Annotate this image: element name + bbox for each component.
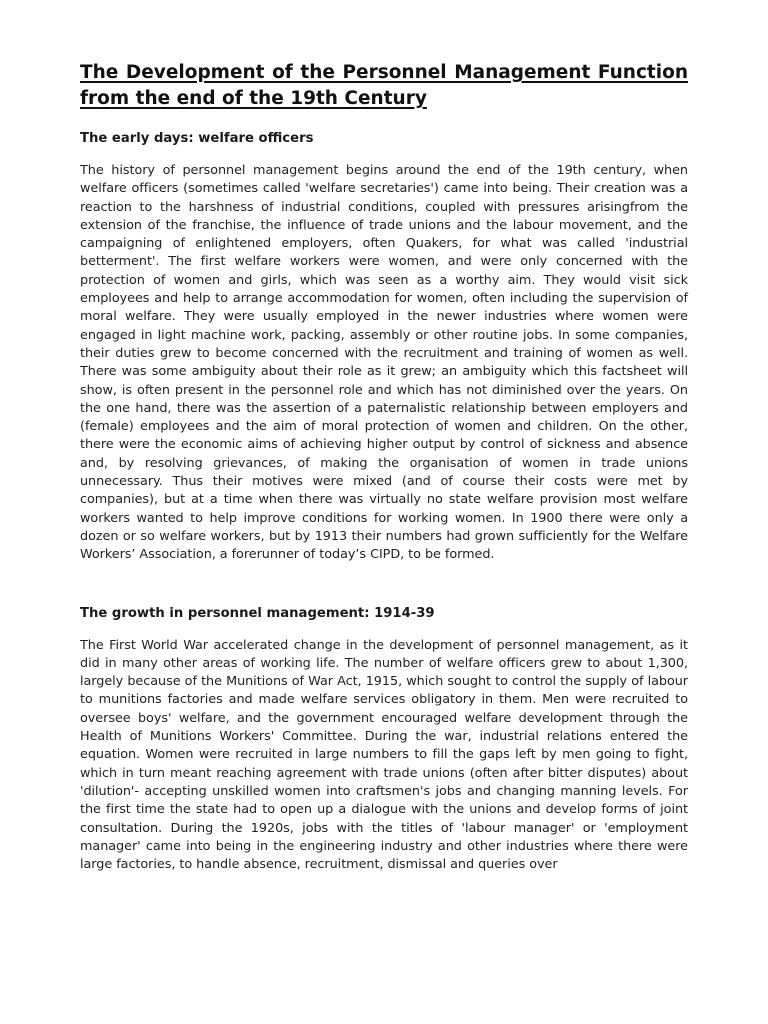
document-page bbox=[80, 60, 688, 874]
section-heading-early-days: The early days: welfare officers bbox=[80, 131, 314, 146]
section-body-growth: The First World War accelerated change in the development of personnel management, as it did in many other areas of working life. The number of welfare officers grew to about 1,300, largely because of the Munitions of War Act, 1915, which sought to control the supply of labour to munitions factories and made welfare services obligatory in them. Men were recruited to oversee boys' welfare, and the government encouraged welfare development through the Health of Munitions Workers' Committee. During the war, industrial relations entered the equation. Women were recruited in large numbers to fill the gaps left by men going to fight, which in turn meant reaching agreement with trade unions (often after bitter disputes) about 'dilution'- accepting unskilled women into craftsmen's jobs and changing manning levels. For the first time the state had to open up a dialogue with the unions and develop forms of joint consultation. During the 1920s, jobs with the titles of 'labour manager' or 'employment manager' came into being in the engineering industry and other industries where there were large factories, to handle absence, recruitment, dismissal and queries over bbox=[80, 637, 688, 873]
document-title: The Development of the Personnel Management Function from the end of the 19th Century bbox=[80, 62, 688, 109]
section-body-early-days: The history of personnel management begins around the end of the 19th century, when welfare officers (sometimes called 'welfare secretaries') came into being. Their creation was a reaction to the harshness of industrial conditions, coupled with pressures arisingfrom the extension of the franchise, the influence of trade unions and the labour movement, and the campaigning of enlightened employers, often Quakers, for what was called 'industrial betterment'. The first welfare workers were women, and were only concerned with the protection of women and girls, which was seen as a worthy aim. They would visit sick employees and help to arrange accommodation for women, often including the supervision of moral welfare. They were usually employed in the newer industries where women were engaged in light machine work, packing, assembly or other routine jobs. In some companies, their duties grew to become concerned with the recruitment and training of women as well. There was some ambiguity about their role as it grew; an ambiguity which this factsheet will show, is often present in the personnel role and which has not diminished over the years. On the one hand, there was the assertion of a paternalistic relationship between employers and (female) employees and the aim of moral protection of women and children. On the other, there were the economic aims of achieving higher output by control of sickness and absence and, by resolving grievances, of making the organisation of women in trade unions unnecessary. Thus their motives were mixed (and of course their costs were met by companies), but at a time when there was virtually no state welfare provision most welfare workers wanted to help improve conditions for working women. In 1900 there were only a dozen or so welfare workers, but by 1913 their numbers had grown sufficiently for the Welfare Workers’ Association, a forerunner of today’s CIPD, to be formed. bbox=[80, 163, 688, 563]
section-heading-growth: The growth in personnel management: 1914-39 bbox=[80, 605, 435, 621]
